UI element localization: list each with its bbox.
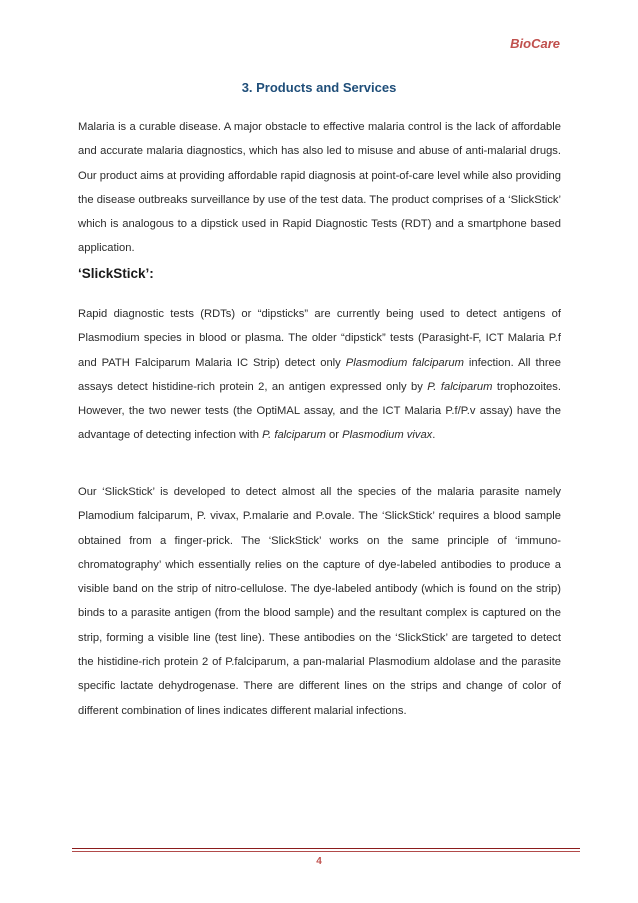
footer-rule-thin (72, 851, 580, 852)
rdt-species-1: Plasmodium falciparum (345, 356, 464, 369)
header-brand: BioCare (510, 36, 560, 51)
footer-rule (72, 848, 580, 849)
rdt-species-4: Plasmodium vivax (342, 429, 433, 442)
slickstick-paragraph: Our ‘SlickStick’ is developed to detect almost all the species of the malaria parasite namely Plamodium falciparum, P. vivax, P.malarie and P.ovale. The ‘SlickStick’ requires a blood sample obtained from a finger-prick. The ‘SlickStick’ works on the same principle of ‘immuno-chromatography’ which essentially relies on the capture of dye-labeled antibodies to produce a visible band on the strip of nitro-cellulose. The dye-labeled antibody (which is found on the strip) binds to a parasite antigen (from the blood sample) and the resultant complex is captured on the strip, forming a visible line (test line). These antibodies on the ‘SlickStick’ are targeted to detect the histidine-rich protein 2 of P.falciparum, a pan-malarial Plasmodium aldolase and the parasite specific lactate dehydrogenase. There are different lines on the strips and change of color of different combination of lines indicates different malarial infections. (78, 486, 561, 717)
rdt-species-2: P. falciparum (427, 380, 493, 393)
rdt-species-3: P. falciparum (262, 429, 326, 442)
slickstick-heading: ‘SlickStick’: (78, 266, 154, 281)
rdt-text-2: infection. All three assays detect histidine-rich protein 2, an antigen expressed only by (78, 356, 561, 393)
rdt-paragraph (78, 302, 561, 448)
rdt-text-4: or (325, 429, 343, 442)
page-number: 4 (316, 856, 322, 867)
rdt-text-3: trophozoites. However, the two newer tests (the OptiMAL assay, and the ICT Malaria P.f/P.v assay) have the advantage of detecting infection with (78, 380, 561, 442)
rdt-text-1: Rapid diagnostic tests (RDTs) or “dipsticks” are currently being used to detect antigens of Plasmodium species in blood or plasma. The older “dipstick” tests (Parasight-F, ICT Malaria P.f and PATH Falciparum Malaria IC Strip) detect only (78, 308, 561, 369)
rdt-text-5: . (432, 429, 436, 442)
section-title: 3. Products and Services (241, 80, 397, 95)
intro-paragraph: Malaria is a curable disease. A major obstacle to effective malaria control is the lack of affordable and accurate malaria diagnostics, which has also led to misuse and abuse of anti-malarial drugs. Our product aims at providing affordable rapid diagnosis at point-of-care level while also providing the disease outbreaks surveillance by use of the test data. The product comprises of a ‘SlickStick’ which is analogous to a dipstick used in Rapid Diagnostic Tests (RDT) and a smartphone based application. (78, 121, 561, 255)
